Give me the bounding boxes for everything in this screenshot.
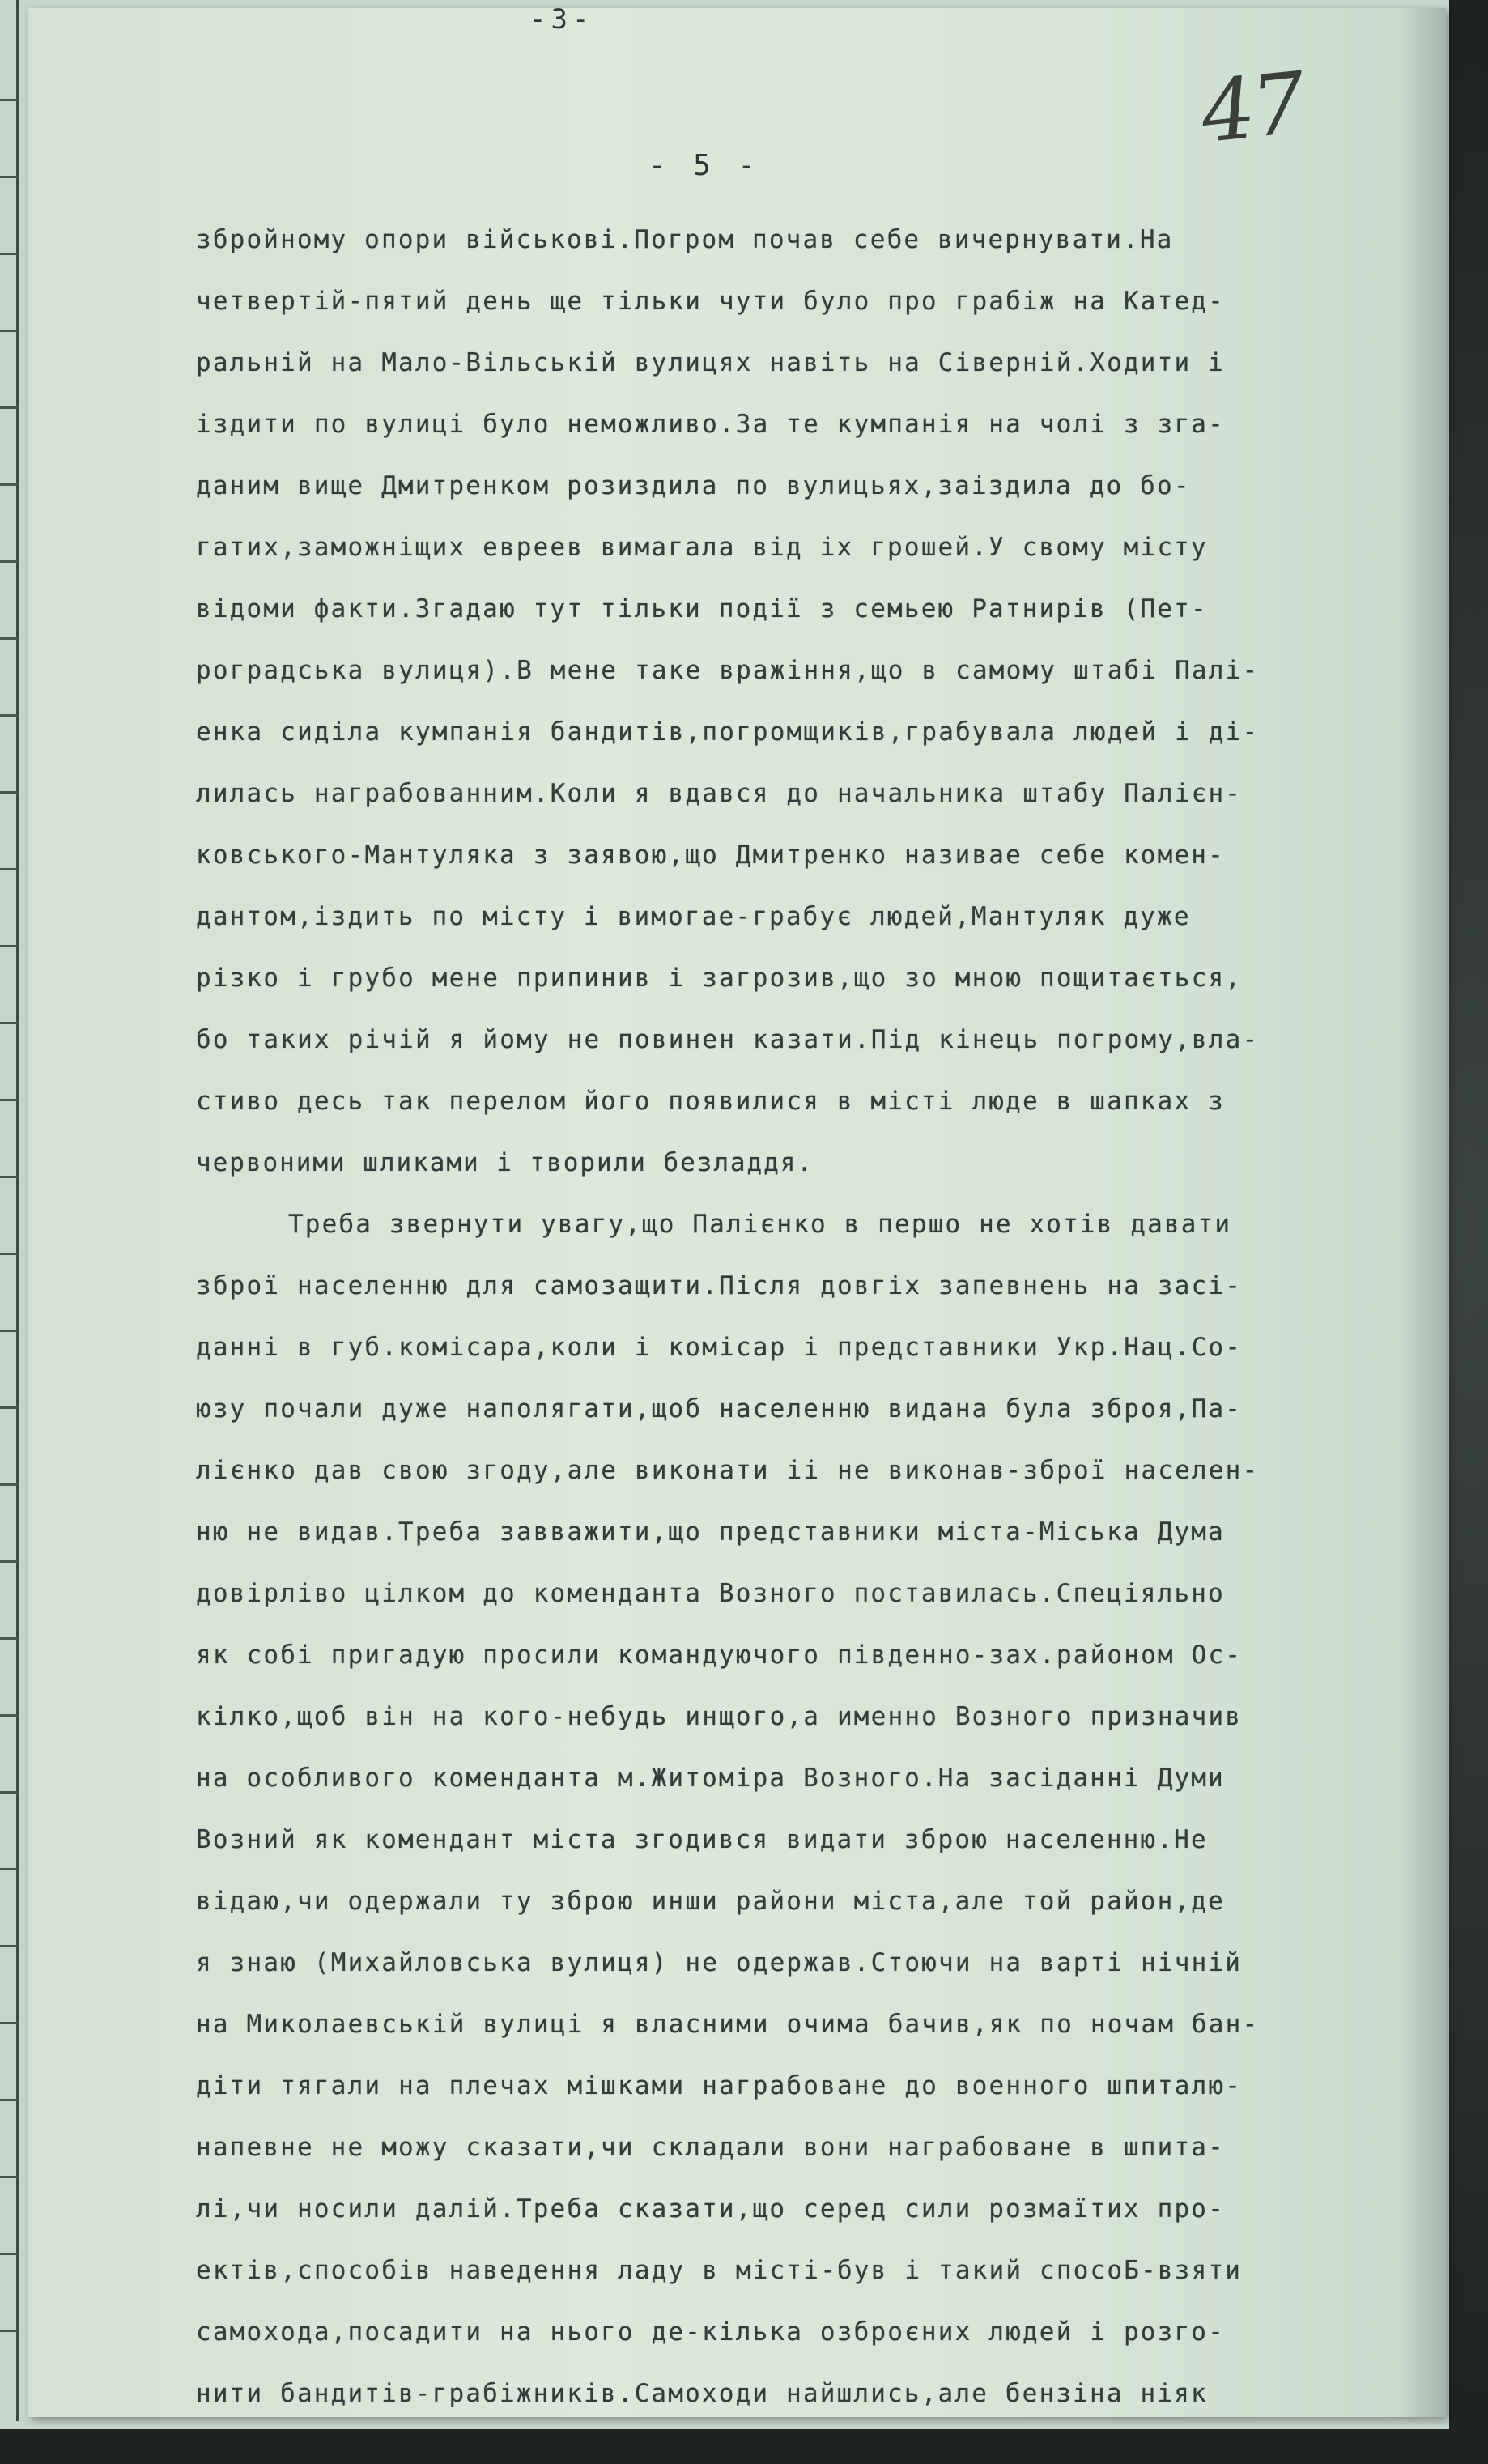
text-line: нити бандитів-грабіжників.Самоходи найшлись,але бензіна ніяк xyxy=(196,2379,1208,2408)
text-line: стиво десь так перелом його появилися в місті люде в шапках з xyxy=(196,1087,1225,1116)
text-line: лієнко дав свою згоду,але виконати іі не виконав-зброї населен- xyxy=(196,1456,1260,1485)
text-line: довірліво цілком до коменданта Возного поставилась.Спеціяльно xyxy=(196,1579,1225,1608)
text-line: Треба звернути увагу,що Палієнко в першо не хотів давати xyxy=(288,1210,1232,1239)
text-line: юзу почали дуже наполягати,щоб населенню видана була зброя,Па- xyxy=(196,1394,1243,1424)
text-line: самохода,посадити на нього де-кілька озброєних людей і розго- xyxy=(196,2317,1225,2347)
top-page-fragment: -3- xyxy=(529,3,594,36)
text-line: Возний як комендант міста згодився видати зброю населенню.Не xyxy=(196,1825,1208,1854)
text-line: даним вище Дмитренком розиздила по вулицьях,заіздила до бо- xyxy=(196,471,1191,500)
text-line: лилась награбованним.Коли я вдався до начальника штабу Палієн- xyxy=(196,779,1243,808)
text-line: лі,чи носили далій.Треба сказати,що серед сили розмаїтих про- xyxy=(196,2194,1225,2224)
text-line: ральній на Мало-Вільській вулицях навіть на Сіверній.Ходити і xyxy=(196,348,1225,377)
margin-ticks xyxy=(0,24,18,2373)
text-line: четвертій-пятий день ще тільки чути було про грабіж на Катед- xyxy=(196,287,1225,316)
text-line: різко і грубо мене припинив і загрозив,що зо мною пощитається, xyxy=(196,964,1243,993)
text-line: на Миколаевській вулиці я власними очима бачив,як по ночам бан- xyxy=(196,2010,1260,2039)
document-page xyxy=(28,3,1446,2417)
body-text xyxy=(196,209,1426,2424)
text-line: данні в губ.комісара,коли і комісар і представники Укр.Нац.Со- xyxy=(196,1333,1243,1362)
text-line: напевне не можу сказати,чи складали вони награбоване в шпита- xyxy=(196,2133,1225,2162)
text-line: бо таких річій я йому не повинен казати.Під кінець погрому,вла- xyxy=(196,1025,1260,1054)
text-line: відаю,чи одержали ту зброю инши райони міста,але той район,де xyxy=(196,1887,1225,1916)
text-line: гатих,заможніщих евреев вимагала від іх грошей.У свому місту xyxy=(196,533,1208,562)
text-line: зброї населенню для самозащити.Після довгіх запевнень на засі- xyxy=(196,1271,1243,1300)
page-number: - 5 - xyxy=(648,149,761,182)
text-line: кілко,щоб він на кого-небудь инщого,а именно Возного призначив xyxy=(196,1702,1243,1731)
text-line: іздити по вулиці було неможливо.За те кумпанія на чолі з зга- xyxy=(196,410,1225,439)
text-line: на особливого коменданта м.Житоміра Возного.На засіданні Думи xyxy=(196,1764,1225,1793)
text-line: ковського-Мантуляка з заявою,що Дмитренко називае себе комен- xyxy=(196,840,1225,870)
text-line: роградська вулиця).В мене таке вражіння,що в самому штабі Палі- xyxy=(196,656,1260,685)
text-line: збройному опори військові.Погром почав себе вичернувати.На xyxy=(196,225,1174,254)
text-line: енка сиділа кумпанія бандитів,погромщиків,грабувала людей і ді- xyxy=(196,717,1260,747)
text-line: червоними шликами і творили безладдя. xyxy=(196,1148,814,1177)
folio-number: 47 xyxy=(1196,53,1307,163)
text-line: я знаю (Михайловська вулиця) не одержав.Стоючи на варті нічній xyxy=(196,1948,1243,1977)
text-line: діти тягали на плечах мішками награбоване до военного шпиталю- xyxy=(196,2071,1243,2100)
text-line: ню не видав.Треба завважити,що представники міста-Міська Дума xyxy=(196,1517,1225,1547)
text-line: як собі пригадую просили командуючого південно-зах.районом Ос- xyxy=(196,1641,1243,1670)
text-line: відоми факти.Згадаю тут тільки події з семьею Ратнирів (Пет- xyxy=(196,594,1208,623)
text-line: дантом,іздить по місту і вимогае-грабує людей,Мантуляк дуже xyxy=(196,902,1191,931)
text-line: ектів,способів наведення ладу в місті-був і такий спосоБ-взяти xyxy=(196,2256,1243,2285)
